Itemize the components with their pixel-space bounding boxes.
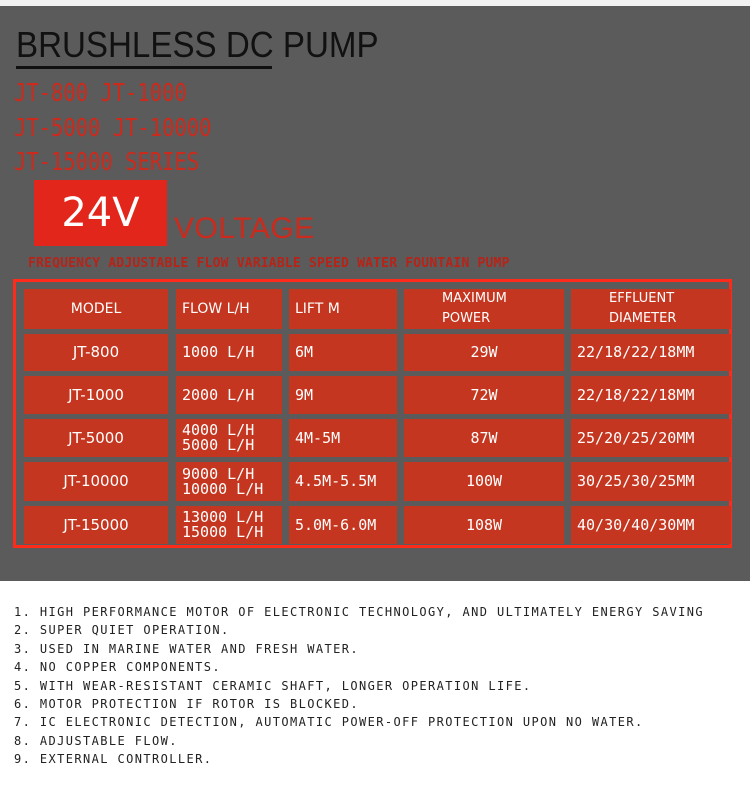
product-subtitle: FREQUENCY ADJUSTABLE FLOW VARIABLE SPEED WATER FOUNTAIN PUMP (28, 256, 510, 271)
header-diameter: EFFLUENT DIAMETER (571, 289, 731, 329)
voltage-badge: 24V (34, 180, 167, 246)
series-line-1: JT-800 JT-1000 (14, 78, 187, 107)
product-title: BRUSHLESS DC PUMP (16, 24, 379, 65)
cell-flow: 9000 L/H 10000 L/H (176, 462, 282, 501)
cell-model: JT-10000 (24, 462, 168, 501)
cell-lift: 5.0M-6.0M (289, 506, 397, 544)
cell-power: 87W (404, 419, 564, 457)
series-line-3: JT-15000 SERIES (14, 147, 200, 176)
series-line-2: JT-5000 JT-10000 (14, 113, 212, 142)
cell-lift: 4M-5M (289, 419, 397, 457)
title-underline (16, 66, 272, 69)
feature-item: 7. IC ELECTRONIC DETECTION, AUTOMATIC POWER-OFF PROTECTION UPON NO WATER. (14, 715, 644, 730)
header-model: MODEL (24, 289, 168, 329)
cell-lift: 4.5M-5.5M (289, 462, 397, 501)
cell-power: 29W (404, 334, 564, 371)
feature-item: 8. ADJUSTABLE FLOW. (14, 733, 178, 748)
feature-item: 6. MOTOR PROTECTION IF ROTOR IS BLOCKED. (14, 696, 359, 711)
features-list (14, 603, 704, 769)
cell-lift: 9M (289, 376, 397, 414)
cell-power: 72W (404, 376, 564, 414)
cell-diameter: 22/18/22/18MM (571, 334, 731, 371)
cell-power: 108W (404, 506, 564, 544)
header-power: MAXIMUM POWER (404, 289, 564, 329)
cell-flow: 1000 L/H (176, 334, 282, 371)
cell-flow: 13000 L/H 15000 L/H (176, 506, 282, 544)
header-lift: LIFT M (289, 289, 397, 329)
feature-item: 4. NO COPPER COMPONENTS. (14, 660, 221, 675)
voltage-label: VOLTAGE (174, 212, 315, 245)
cell-diameter: 30/25/30/25MM (571, 462, 731, 501)
cell-diameter: 22/18/22/18MM (571, 376, 731, 414)
feature-item: 3. USED IN MARINE WATER AND FRESH WATER. (14, 641, 359, 656)
cell-power: 100W (404, 462, 564, 501)
cell-diameter: 25/20/25/20MM (571, 419, 731, 457)
cell-flow: 2000 L/H (176, 376, 282, 414)
feature-item: 5. WITH WEAR-RESISTANT CERAMIC SHAFT, LONGER OPERATION LIFE. (14, 678, 532, 693)
feature-item: 1. HIGH PERFORMANCE MOTOR OF ELECTRONIC TECHNOLOGY, AND ULTIMATELY ENERGY SAVING (14, 605, 704, 619)
cell-model: JT-800 (24, 334, 168, 371)
cell-model: JT-5000 (24, 419, 168, 457)
cell-diameter: 40/30/40/30MM (571, 506, 731, 544)
header-flow: FLOW L/H (176, 289, 282, 329)
feature-item: 9. EXTERNAL CONTROLLER. (14, 752, 213, 767)
cell-model: JT-15000 (24, 506, 168, 544)
feature-item: 2. SUPER QUIET OPERATION. (14, 623, 230, 638)
cell-flow: 4000 L/H 5000 L/H (176, 419, 282, 457)
cell-lift: 6M (289, 334, 397, 371)
cell-model: JT-1000 (24, 376, 168, 414)
